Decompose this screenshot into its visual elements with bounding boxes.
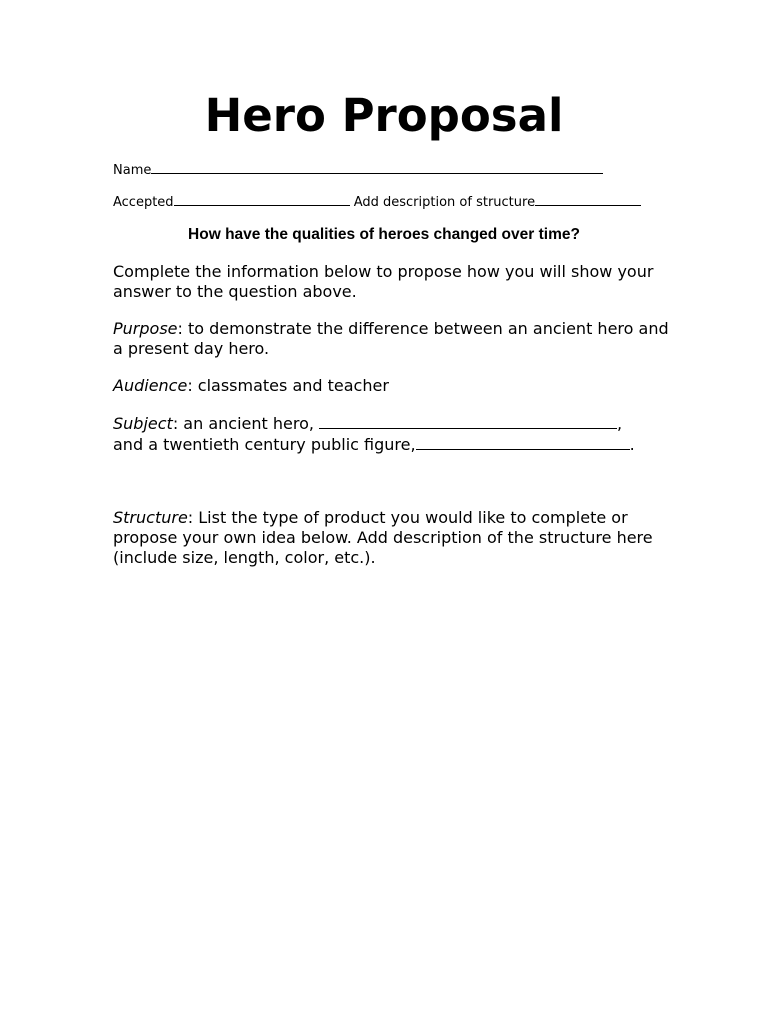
purpose-label: Purpose <box>113 319 178 338</box>
page-title: Hero Proposal <box>204 89 564 142</box>
structure-description-label: Add description of structure <box>353 195 536 210</box>
purpose-text: : to demonstrate the difference between an ancient hero and a present day hero. <box>113 319 669 358</box>
name-blank[interactable] <box>151 160 603 174</box>
audience-paragraph <box>113 376 673 396</box>
purpose-paragraph <box>113 319 673 359</box>
structure-description-blank[interactable] <box>535 192 641 206</box>
subject-label: Subject <box>113 414 173 433</box>
intro-paragraph: Complete the information below to propose how you will show your answer to the question above. <box>113 262 654 301</box>
name-label: Name <box>113 163 152 178</box>
subject-text-ancient: : an ancient hero, <box>172 414 320 433</box>
accepted-label: Accepted <box>113 195 174 210</box>
subject-period: . <box>629 435 635 454</box>
structure-text: : List the type of product you would like to complete or propose your own idea below. Add description of the structure here (include size, length, color, etc.). <box>113 508 653 567</box>
ancient-hero-blank[interactable] <box>319 413 617 429</box>
accepted-blank[interactable] <box>174 192 350 206</box>
accepted-field-row <box>113 192 641 211</box>
subject-text-modern: and a twentieth century public figure, <box>113 435 416 454</box>
structure-paragraph <box>113 508 673 568</box>
audience-label: Audience <box>113 376 188 395</box>
public-figure-blank[interactable] <box>416 434 630 450</box>
structure-label: Structure <box>113 508 188 527</box>
name-field-row <box>113 160 603 179</box>
essential-question: How have the qualities of heroes changed over time? <box>188 226 580 243</box>
subject-paragraph <box>113 413 673 455</box>
audience-text: : classmates and teacher <box>187 376 389 395</box>
subject-comma: , <box>617 414 623 433</box>
